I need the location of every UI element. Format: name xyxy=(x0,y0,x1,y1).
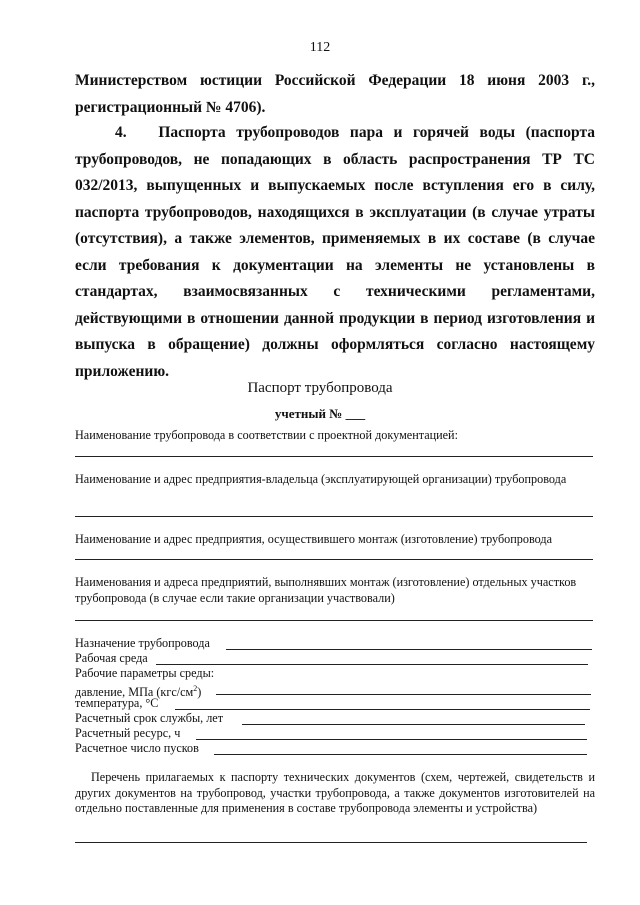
temperature-fill-line[interactable] xyxy=(175,709,590,710)
field-pipeline-name-line[interactable] xyxy=(75,456,593,457)
field-installer-label: Наименование и адрес предприятия, осуществившего монтаж (изготовление) трубопровода xyxy=(75,532,552,546)
purpose-label: Назначение трубопровода xyxy=(75,636,210,650)
starts-fill-line[interactable] xyxy=(214,754,587,755)
field-installer-line[interactable] xyxy=(75,559,593,560)
paragraph-continued xyxy=(75,68,595,121)
purpose-fill-line[interactable] xyxy=(226,649,592,650)
resource-fill-line[interactable] xyxy=(196,739,587,740)
service-life-fill-line[interactable] xyxy=(242,724,585,725)
paragraph-4-text: 4. Паспорта трубопроводов пара и горячей воды (паспорта трубопроводов, не попадающих в область распространения ТР ТС 032/2013, выпущенных и выпускаемых после вступления его в силу, паспорта трубопроводов, находящихся в эксплуатации (в случае утраты (отсутствия), а также элементов, применяемых в их составе (в случае если требования к документации на элементы не установлены в стандартах, взаимосвязанных с техническими регламентами, действующими в отношении данной продукции в период изготовления и выпуска в обращение) должны оформляться согласно настоящему приложению. xyxy=(75,124,595,380)
resource-label: Расчетный ресурс, ч xyxy=(75,726,181,740)
form-title: Паспорт трубопровода xyxy=(247,380,393,396)
field-pipeline-name-label: Наименование трубопровода в соответствии с проектной документацией: xyxy=(75,428,458,442)
pressure-fill-line[interactable] xyxy=(216,694,591,695)
form-subtitle: учетный № ___ xyxy=(274,406,366,421)
field-owner-line[interactable] xyxy=(75,516,593,517)
closing-paragraph: Перечень прилагаемых к паспорту технических документов (схем, чертежей, свидетельств и других документов на трубопровод, участки трубопровода, а также документов изготовителей на отдельно поставленные для применения в составе трубопровода элементы и устройства) xyxy=(75,770,595,815)
closing-fill-line[interactable] xyxy=(75,842,587,843)
service-life-label: Расчетный срок службы, лет xyxy=(75,711,224,725)
field-sections-line[interactable] xyxy=(75,620,593,621)
field-sections-label: Наименования и адреса предприятий, выполнявших монтаж (изготовление) отдельных участков трубопровода (в случае если такие организации участвовали) xyxy=(75,575,577,605)
paragraph-continued-line1: Министерством юстиции Российской Федерации 18 июня 2003 г., xyxy=(75,72,595,89)
params-header: Рабочие параметры среды: xyxy=(75,666,215,680)
paragraph-4 xyxy=(75,120,595,385)
pressure-label-sup: 2 xyxy=(193,684,198,693)
page-number: 112 xyxy=(309,40,331,55)
pressure-label-text: давление, МПа (кгс/см xyxy=(75,685,194,700)
medium-label: Рабочая среда xyxy=(75,651,148,665)
field-owner-label: Наименование и адрес предприятия-владельца (эксплуатирующей организации) трубопровода xyxy=(75,472,567,486)
paragraph-continued-line2: регистрационный № 4706). xyxy=(75,98,266,116)
starts-label: Расчетное число пусков xyxy=(75,741,199,755)
temperature-label: температура, °С xyxy=(75,696,159,710)
pressure-label-end: ) xyxy=(197,685,202,700)
medium-fill-line[interactable] xyxy=(156,664,588,665)
